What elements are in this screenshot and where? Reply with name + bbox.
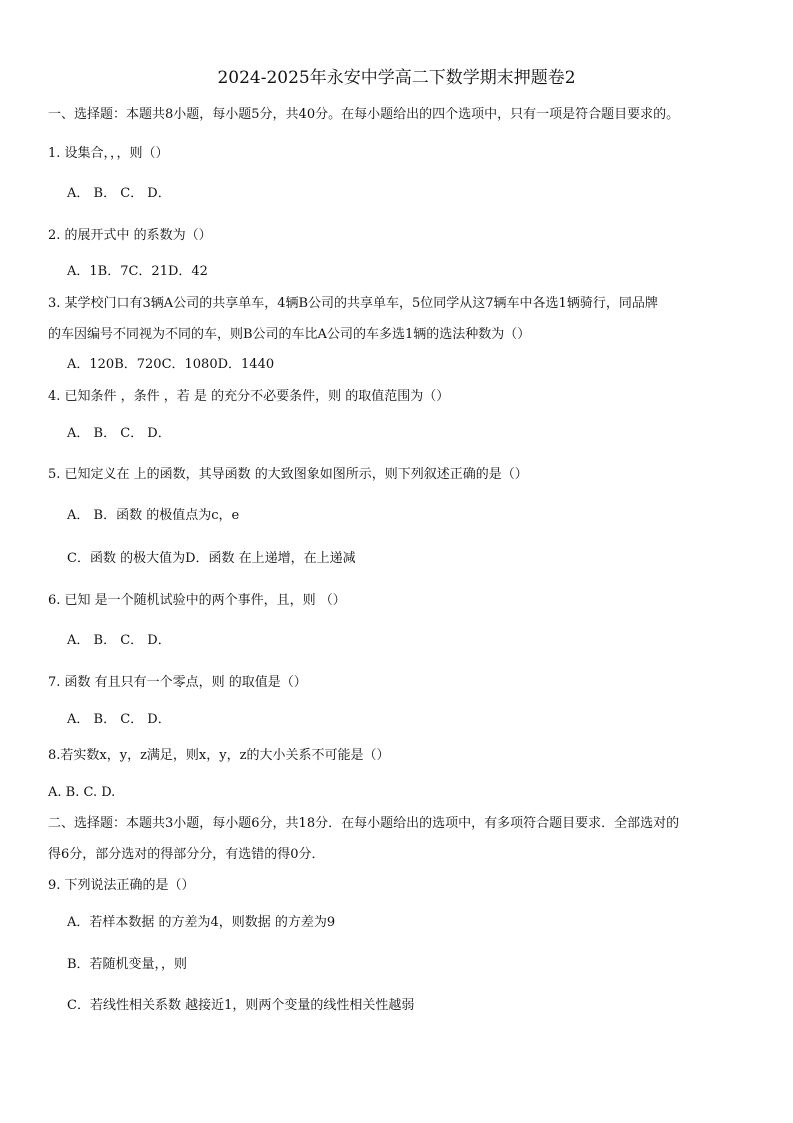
question-1-options: A． B． C． D． bbox=[67, 186, 171, 201]
question-4-stem: 4. 已知条件 ，条件 ，若 是 的充分不必要条件，则 的取值范围为（） bbox=[48, 389, 450, 404]
question-5-stem: 5. 已知定义在 上的函数，其导函数 的大致图象如图所示，则下列叙述正确的是（） bbox=[48, 467, 528, 482]
question-8-options: A. B. C. D. bbox=[48, 785, 116, 800]
question-3-stem-continued: 的车因编号不同视为不同的车，则B公司的车比A公司的车多选1辆的选法种数为（） bbox=[48, 327, 531, 342]
document-title: 2024-2025年永安中学高二下数学期末押题卷2 bbox=[217, 68, 576, 88]
question-6-stem: 6. 已知 是一个随机试验中的两个事件，且，则 （） bbox=[48, 593, 346, 608]
question-2-options: A．1B．7C．21D．42 bbox=[67, 264, 208, 279]
question-1-stem: 1. 设集合，，，则（） bbox=[48, 146, 169, 161]
section1-heading: 一、选择题：本题共8小题，每小题5分，共40分。在每小题给出的四个选项中，只有一项是符合题目要求的。 bbox=[48, 107, 680, 122]
question-4-options: A． B． C． D． bbox=[67, 426, 171, 441]
question-5-options-ab: A． B．函数 的极值点为c，e bbox=[67, 508, 240, 523]
section2-heading-line1: 二、选择题：本题共3小题，每小题6分，共18分．在每小题给出的选项中，有多项符合题目要求．全部选对的 bbox=[48, 816, 680, 831]
question-9-option-c: C．若线性相关系数 越接近1，则两个变量的线性相关性越弱 bbox=[67, 998, 415, 1013]
question-3-stem: 3. 某学校门口有3辆A公司的共享单车，4辆B公司的共享单车，5位同学从这7辆车中各选1辆骑行，同品牌 bbox=[48, 296, 658, 311]
question-3-options: A．120B．720C．1080D．1440 bbox=[67, 357, 275, 372]
question-8-stem: 8.若实数x，y，z满足，则x，y，z的大小关系不可能是（） bbox=[48, 748, 390, 763]
question-2-stem: 2. 的展开式中 的系数为（） bbox=[48, 228, 212, 243]
question-7-stem: 7. 函数 有且只有一个零点，则 的取值是（） bbox=[48, 675, 307, 690]
question-9-option-a: A．若样本数据 的方差为4，则数据 的方差为9 bbox=[67, 915, 336, 930]
question-9-option-b: B．若随机变量，，则 bbox=[67, 957, 188, 972]
question-6-options: A． B． C． D． bbox=[67, 633, 171, 648]
question-9-stem: 9. 下列说法正确的是（） bbox=[48, 878, 195, 893]
question-7-options: A． B． C． D． bbox=[67, 712, 171, 727]
section2-heading-line2: 得6分，部分选对的得部分分，有选错的得0分． bbox=[48, 847, 325, 862]
question-5-options-cd: C．函数 的极大值为D．函数 在上递增，在上递减 bbox=[67, 551, 356, 566]
